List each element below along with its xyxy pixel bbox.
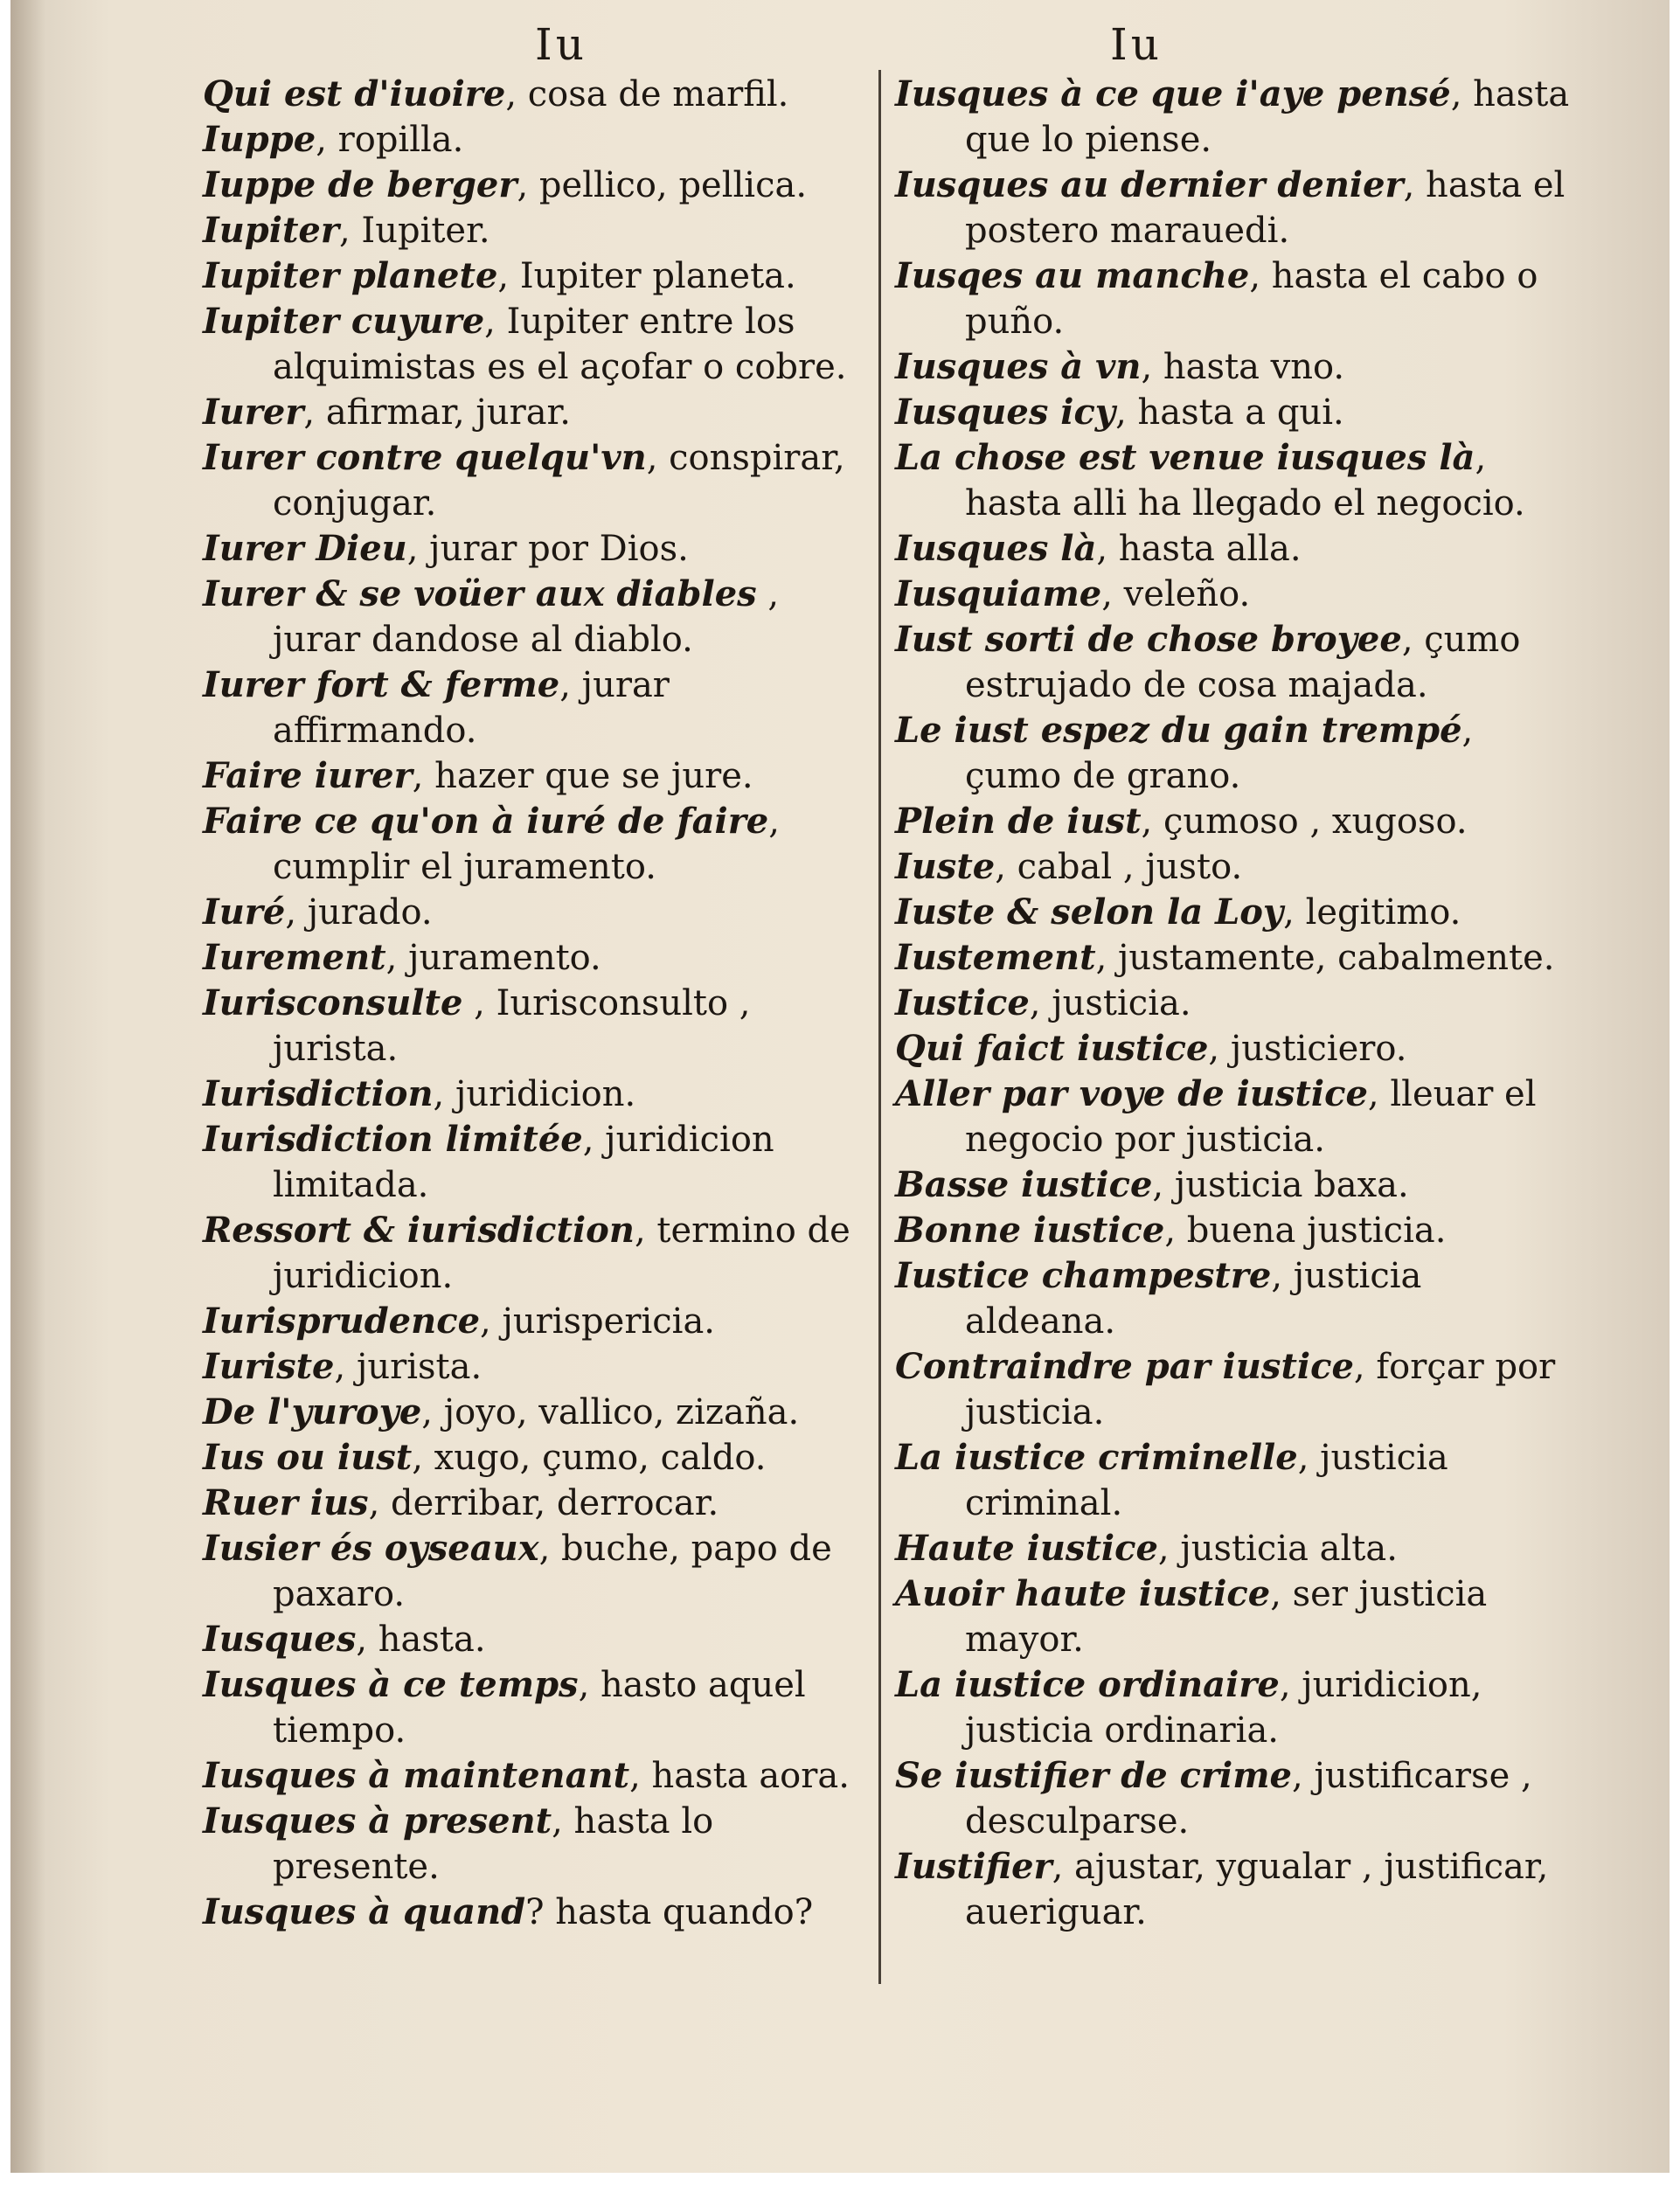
- spanish-gloss: , hasta aora.: [629, 1756, 850, 1796]
- spanish-gloss: , derribar, derrocar.: [368, 1483, 719, 1523]
- spanish-gloss: , afirmar, jurar.: [303, 392, 571, 433]
- spanish-gloss: , justicia aldeana.: [965, 1256, 1422, 1342]
- dictionary-entry: [203, 935, 876, 981]
- page-scan: [10, 0, 1670, 2173]
- left-column: [203, 72, 876, 1935]
- spanish-gloss: , buena justicia.: [1164, 1210, 1447, 1251]
- spanish-gloss: , justificarse , desculparse.: [965, 1756, 1532, 1842]
- french-headword: Iust sorti de chose broyee: [895, 619, 1402, 660]
- spanish-gloss: , Iurisconsulto , jurista.: [273, 983, 751, 1069]
- french-headword: Iustice champestre: [895, 1255, 1272, 1296]
- spanish-gloss: , juridicion limitada.: [273, 1120, 774, 1205]
- french-headword: Iusier és oyseaux: [203, 1528, 539, 1569]
- dictionary-entry: [895, 1208, 1577, 1253]
- french-headword: Faire ce qu'on à iuré de faire: [203, 801, 769, 842]
- french-headword: Iusques à ce que i'aye pensé: [895, 73, 1451, 114]
- spanish-gloss: ? hasta quando?: [525, 1892, 814, 1932]
- spanish-gloss: , conspirar, conjugar.: [273, 438, 845, 524]
- french-headword: Iupiter planete: [203, 255, 498, 296]
- spanish-gloss: , cumplir el juramento.: [273, 801, 780, 887]
- spanish-gloss: , justicia baxa.: [1152, 1165, 1409, 1205]
- french-headword: Basse iustice: [895, 1164, 1153, 1205]
- dictionary-entry: [895, 72, 1577, 163]
- french-headword: Iusques à quand: [203, 1891, 526, 1932]
- french-headword: Iuste & selon la Loy: [895, 891, 1284, 933]
- dictionary-entry: [203, 1890, 876, 1935]
- dictionary-entry: [203, 799, 876, 890]
- dictionary-entry: [203, 1753, 876, 1799]
- french-headword: Auoir haute iustice: [895, 1573, 1271, 1614]
- french-headword: La iustice criminelle: [895, 1437, 1298, 1478]
- spanish-gloss: , jurado.: [285, 892, 433, 933]
- spanish-gloss: , Iupiter planeta.: [497, 256, 796, 296]
- dictionary-entry: [895, 435, 1577, 526]
- french-headword: Iusques: [203, 1619, 357, 1660]
- dictionary-entry: [895, 844, 1577, 890]
- dictionary-entry: [203, 117, 876, 163]
- dictionary-entry: [895, 572, 1577, 617]
- spanish-gloss: , hasta a qui.: [1115, 392, 1344, 433]
- dictionary-entry: [203, 1344, 876, 1390]
- dictionary-entry: [895, 708, 1577, 799]
- french-headword: Se iustifier de crime: [895, 1755, 1293, 1796]
- french-headword: Iurisdiction: [203, 1073, 434, 1114]
- spanish-gloss: , juridicion.: [433, 1074, 636, 1114]
- french-headword: Iuriste: [203, 1346, 335, 1387]
- french-headword: Iuppe de berger: [203, 164, 517, 205]
- spanish-gloss: , justicia alta.: [1157, 1529, 1398, 1569]
- dictionary-entry: [895, 1435, 1577, 1526]
- spanish-gloss: , forçar por justicia.: [965, 1347, 1556, 1432]
- dictionary-entry: [203, 890, 876, 935]
- spanish-gloss: , jurar affirmando.: [273, 665, 670, 751]
- spanish-gloss: , jurista.: [334, 1347, 482, 1387]
- french-headword: Iupiter: [203, 210, 339, 251]
- spanish-gloss: , joyo, vallico, zizaña.: [421, 1392, 800, 1432]
- spanish-gloss: , hasta el postero marauedi.: [965, 165, 1565, 251]
- spanish-gloss: , justiciero.: [1208, 1029, 1407, 1069]
- spanish-gloss: , çumo estrujado de cosa majada.: [965, 620, 1521, 705]
- dictionary-entry: [203, 1117, 876, 1208]
- spanish-gloss: , jurispericia.: [480, 1301, 715, 1342]
- dictionary-entry: [895, 1753, 1577, 1844]
- french-headword: Iusques au dernier denier: [895, 164, 1404, 205]
- spanish-gloss: , juridicion, justicia ordinaria.: [965, 1665, 1482, 1751]
- french-headword: La iustice ordinaire: [895, 1664, 1280, 1705]
- dictionary-entry: [203, 390, 876, 435]
- dictionary-entry: [895, 1162, 1577, 1208]
- dictionary-entry: [203, 1208, 876, 1299]
- running-head-right: Iu: [1110, 19, 1163, 70]
- spanish-gloss: , justamente, cabalmente.: [1095, 938, 1555, 978]
- dictionary-entry: [203, 163, 876, 208]
- dictionary-entry: [203, 526, 876, 572]
- spanish-gloss: , veleño.: [1101, 574, 1251, 614]
- spanish-gloss: , legitimo.: [1283, 892, 1461, 933]
- spanish-gloss: , hasta que lo piense.: [965, 74, 1570, 160]
- french-headword: Plein de iust: [895, 801, 1142, 842]
- spanish-gloss: , jurar dandose al diablo.: [273, 574, 780, 660]
- spanish-gloss: , çumoso , xugoso.: [1141, 801, 1468, 842]
- spanish-gloss: , cosa de marfil.: [505, 74, 789, 114]
- dictionary-entry: [203, 299, 876, 390]
- dictionary-entry: [895, 1253, 1577, 1344]
- french-headword: Iuré: [203, 891, 286, 933]
- dictionary-entry: [203, 1526, 876, 1617]
- dictionary-entry: [203, 662, 876, 753]
- dictionary-entry: [895, 344, 1577, 390]
- french-headword: Ius ou iust: [203, 1437, 413, 1478]
- spanish-gloss: , termino de juridicion.: [273, 1210, 850, 1296]
- french-headword: Bonne iustice: [895, 1210, 1165, 1251]
- french-headword: Iustement: [895, 937, 1096, 978]
- dictionary-entry: [895, 1026, 1577, 1072]
- dictionary-entry: [203, 1481, 876, 1526]
- french-headword: Ruer ius: [203, 1482, 369, 1523]
- spanish-gloss: , hasta vno.: [1141, 347, 1345, 387]
- dictionary-entry: [895, 799, 1577, 844]
- dictionary-entry: [203, 1435, 876, 1481]
- french-headword: Iurer & se voüer aux diables: [203, 573, 757, 614]
- french-headword: Qui faict iustice: [895, 1028, 1209, 1069]
- dictionary-entry: [203, 1390, 876, 1435]
- french-headword: Iurer contre quelqu'vn: [203, 437, 647, 478]
- french-headword: Iusqes au manche: [895, 255, 1250, 296]
- dictionary-entry: [895, 617, 1577, 708]
- french-headword: Iurer Dieu: [203, 528, 407, 569]
- french-headword: Iuste: [895, 846, 996, 887]
- french-headword: Iusques à present: [203, 1800, 552, 1842]
- french-headword: Iusques à maintenant: [203, 1755, 630, 1796]
- dictionary-entry: [895, 1571, 1577, 1662]
- french-headword: Iuppe: [203, 119, 316, 160]
- spanish-gloss: , lleuar el negocio por justicia.: [965, 1074, 1537, 1160]
- dictionary-entry: [203, 981, 876, 1072]
- dictionary-entry: [895, 526, 1577, 572]
- running-head-left: Iu: [535, 19, 587, 70]
- dictionary-entry: [895, 1072, 1577, 1162]
- dictionary-entry: [203, 1072, 876, 1117]
- french-headword: Iupiter cuyure: [203, 301, 485, 342]
- dictionary-entry: [203, 253, 876, 299]
- dictionary-entry: [203, 208, 876, 253]
- french-headword: Qui est d'iuoire: [203, 73, 506, 114]
- french-headword: Iurisprudence: [203, 1301, 481, 1342]
- dictionary-entry: [895, 1844, 1577, 1935]
- spanish-gloss: , hasta alli ha llegado el negocio.: [965, 438, 1525, 524]
- french-headword: Iustice: [895, 982, 1030, 1023]
- french-headword: Ressort & iurisdiction: [203, 1210, 635, 1251]
- column-divider: [878, 70, 881, 1984]
- dictionary-entry: [895, 935, 1577, 981]
- dictionary-entry: [203, 72, 876, 117]
- spanish-gloss: , hasta alla.: [1096, 529, 1302, 569]
- spanish-gloss: , hasta lo presente.: [273, 1801, 714, 1887]
- dictionary-entry: [895, 163, 1577, 253]
- french-headword: De l'yuroye: [203, 1391, 422, 1432]
- dictionary-entry: [895, 981, 1577, 1026]
- french-headword: Iusques à ce temps: [203, 1664, 579, 1705]
- dictionary-entry: [203, 1617, 876, 1662]
- french-headword: Iusques là: [895, 528, 1097, 569]
- spanish-gloss: , Iupiter entre los alquimistas es el açofar o cobre.: [273, 302, 847, 387]
- french-headword: Haute iustice: [895, 1528, 1158, 1569]
- spanish-gloss: , hasto aquel tiempo.: [273, 1665, 806, 1751]
- french-headword: Iurer: [203, 392, 304, 433]
- dictionary-entry: [895, 1344, 1577, 1435]
- french-headword: Iusques icy: [895, 392, 1116, 433]
- spanish-gloss: , ropilla.: [316, 120, 464, 160]
- right-column: [895, 72, 1577, 1935]
- dictionary-entry: [203, 1799, 876, 1890]
- french-headword: Faire iurer: [203, 755, 413, 796]
- french-headword: Iurisdiction limitée: [203, 1119, 583, 1160]
- french-headword: Aller par voye de iustice: [895, 1073, 1368, 1114]
- french-headword: Contraindre par iustice: [895, 1346, 1354, 1387]
- french-headword: Iusques à vn: [895, 346, 1142, 387]
- french-headword: Iurement: [203, 937, 386, 978]
- dictionary-entry: [895, 1662, 1577, 1753]
- dictionary-entry: [203, 1299, 876, 1344]
- spanish-gloss: , Iupiter.: [338, 211, 490, 251]
- spanish-gloss: , justicia.: [1029, 983, 1191, 1023]
- dictionary-entry: [895, 390, 1577, 435]
- dictionary-entry: [895, 890, 1577, 935]
- french-headword: Le iust espez du gain trempé: [895, 710, 1462, 751]
- spanish-gloss: , çumo de grano.: [965, 711, 1474, 796]
- spanish-gloss: , buche, papo de paxaro.: [273, 1529, 832, 1614]
- spanish-gloss: , juramento.: [385, 938, 601, 978]
- spanish-gloss: , jurar por Dios.: [406, 529, 689, 569]
- spanish-gloss: , hazer que se jure.: [412, 756, 753, 796]
- spanish-gloss: , ser justicia mayor.: [965, 1574, 1488, 1660]
- spanish-gloss: , pellico, pellica.: [517, 165, 808, 205]
- dictionary-entry: [203, 572, 876, 662]
- spanish-gloss: , xugo, çumo, caldo.: [412, 1438, 767, 1478]
- french-headword: Iustifier: [895, 1846, 1052, 1887]
- binding-shadow: [10, 0, 45, 2173]
- spanish-gloss: , cabal , justo.: [995, 847, 1243, 887]
- french-headword: Iurer fort & ferme: [203, 664, 560, 705]
- french-headword: La chose est venue iusques là: [895, 437, 1475, 478]
- spanish-gloss: , hasta el cabo o puño.: [965, 256, 1538, 342]
- spanish-gloss: , justicia criminal.: [965, 1438, 1448, 1523]
- spanish-gloss: , hasta.: [356, 1620, 486, 1660]
- french-headword: Iusquiame: [895, 573, 1102, 614]
- dictionary-entry: [895, 253, 1577, 344]
- dictionary-entry: [203, 1662, 876, 1753]
- dictionary-entry: [203, 435, 876, 526]
- dictionary-entry: [895, 1526, 1577, 1571]
- spanish-gloss: , ajustar, ygualar , justificar, aueriguar.: [965, 1847, 1549, 1932]
- dictionary-entry: [203, 753, 876, 799]
- french-headword: Iurisconsulte: [203, 982, 463, 1023]
